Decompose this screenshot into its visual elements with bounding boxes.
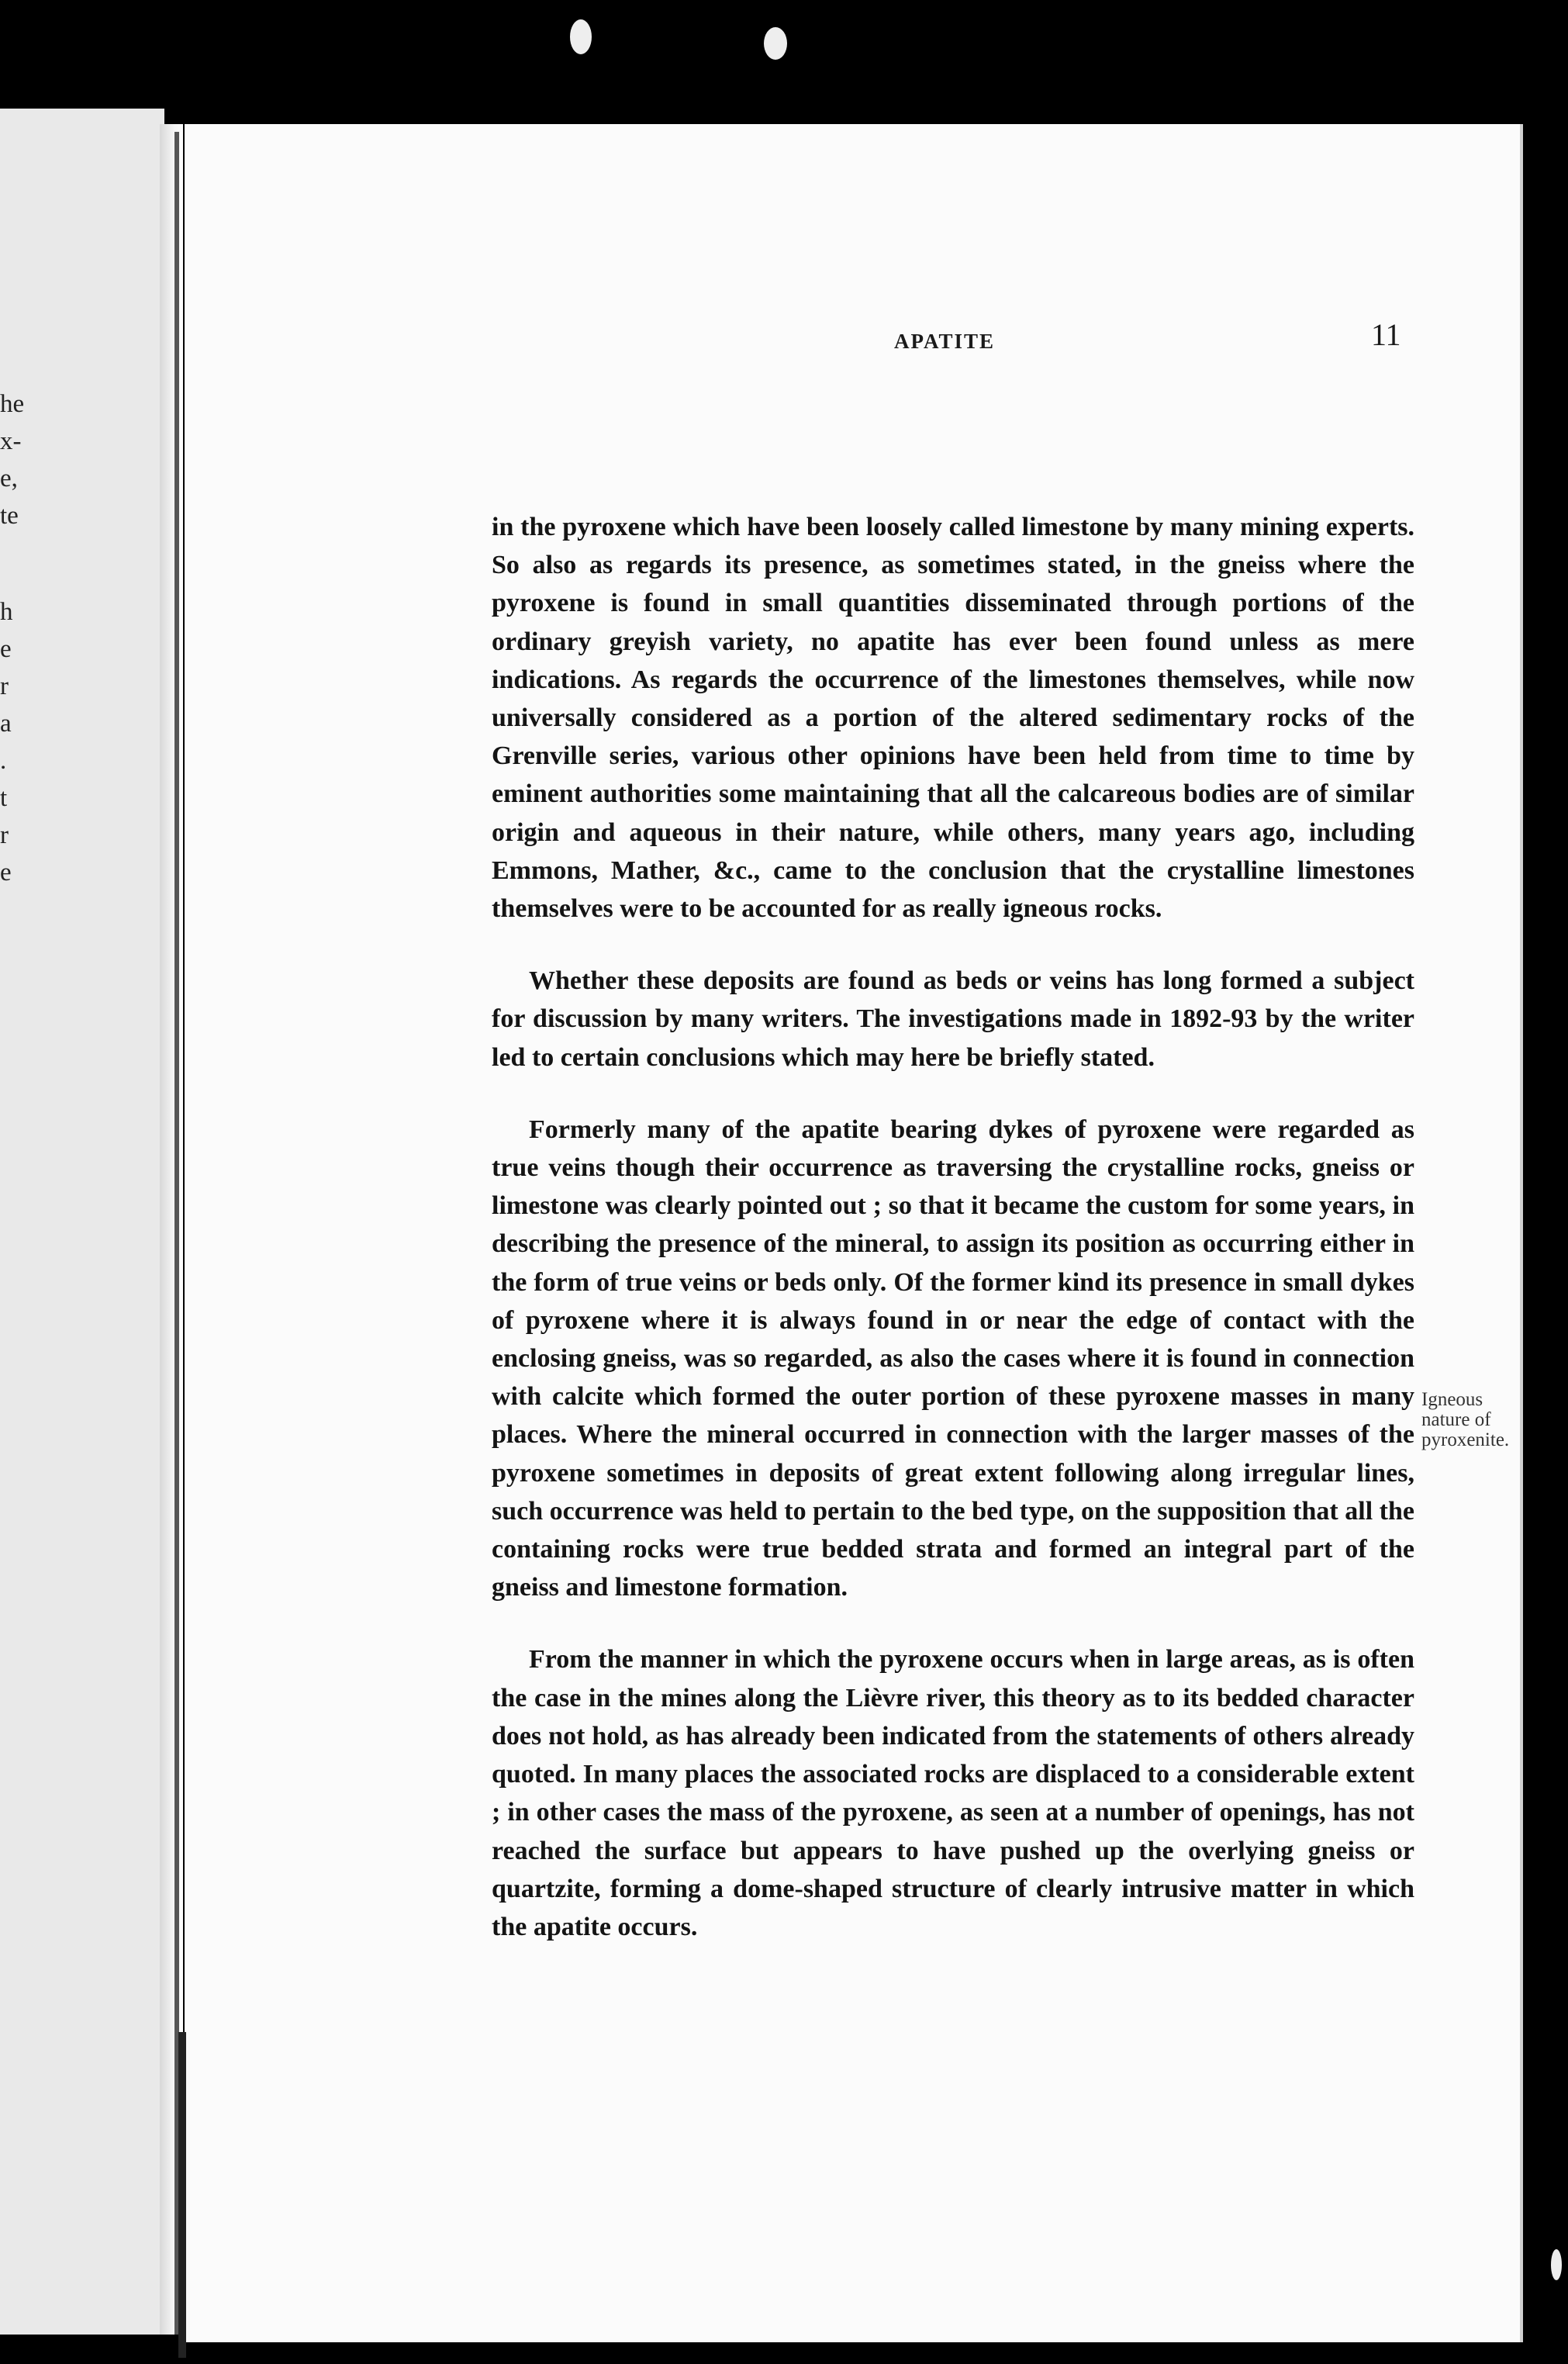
scan-speck [1551,2249,1562,2280]
paragraph: Whether these deposits are found as beds or veins has long formed a subject for discussion by many writers. The investigations made in 1892-93 by the writer led to certain conclusions which may here be briefly stated. [492,966,1414,1072]
facing-page-text: e, [0,465,18,492]
running-head: APATITE [894,330,996,353]
body-text [492,508,1414,1946]
scan-speck [764,27,787,60]
facing-page-text: r [0,821,9,849]
margin-note-line: pyroxenite. [1421,1429,1510,1450]
gutter-shadow [174,132,179,2335]
facing-page-text: e [0,859,12,886]
scan-speck [570,19,592,54]
facing-page-text: . [0,747,7,775]
facing-page-text: r [0,672,9,700]
margin-note-line: nature of [1421,1409,1491,1430]
book-gutter [160,124,183,2335]
facing-page-fragment [0,109,164,2335]
facing-page-text: h [0,598,13,626]
facing-page-text: x- [0,427,22,455]
facing-page-text: e [0,635,12,663]
margin-note [1421,1390,1561,1450]
facing-page-text: a [0,710,12,738]
paragraph: Formerly many of the apatite bearing dykes of pyroxene were regarded as true veins though their occurrence as traversing the crystalline rocks, gneiss or limestone was clearly pointed out ; so that it became the custom for some years, in describing the presence of the mineral, to assign its position as occurring either in the form of true veins or beds only. Of the former kind its presence in small dykes of pyroxene where it is always found in or near the edge of contact with the enclosing gneiss, was so regarded, as also the cases where it is found in connection with calcite which formed the outer portion of these pyroxene masses in many places. Where the mineral occurred in connection with the larger masses of the pyroxene sometimes in deposits of great extent following along irregular lines, such occurrence was held to pertain to the bed type, on the supposition that all the containing rocks were true bedded strata and formed an integral part of the gneiss and limestone formation. [492,1115,1414,1602]
paragraph: in the pyroxene which have been loosely called limestone by many mining experts. So also as regards its presence, as sometimes stated, in the gneiss where the pyroxene is found in small quantities disseminated through portions of the ordinary greyish variety, no apatite has ever been found unless as mere indications. As regards the occurrence of the limestones themselves, while now universally considered as a portion of the altered sedimentary rocks of the Grenville series, various other opinions have been held from time to time by eminent authorities some maintaining that all the calcareous bodies are of similar origin and aqueous in their nature, while others, many years ago, including Emmons, Mather, &c., came to the conclusion that the crystalline limestones themselves were to be accounted for as really igneous rocks. [492,513,1414,924]
facing-page-text: te [0,502,19,530]
facing-page-text: t [0,784,8,812]
page-number: 11 [1371,317,1401,352]
facing-page-text: he [0,390,25,418]
book-page [185,124,1523,2342]
paragraph: From the manner in which the pyroxene occurs when in large areas, as is often the case in the mines along the Lièvre river, this theory as to its bedded character does not hold, as has already been indicated from the statements of others already quoted. In many places the associated rocks are displaced to a considerable extent ; in other cases the mass of the pyroxene, as seen at a number of openings, has not reached the surface but appears to have pushed up the overlying gneiss or quartzite, forming a dome-shaped structure of clearly intrusive matter in which the apatite occurs. [492,1645,1414,1941]
gutter-shadow [178,2032,186,2358]
margin-note-line: Igneous [1421,1389,1483,1410]
